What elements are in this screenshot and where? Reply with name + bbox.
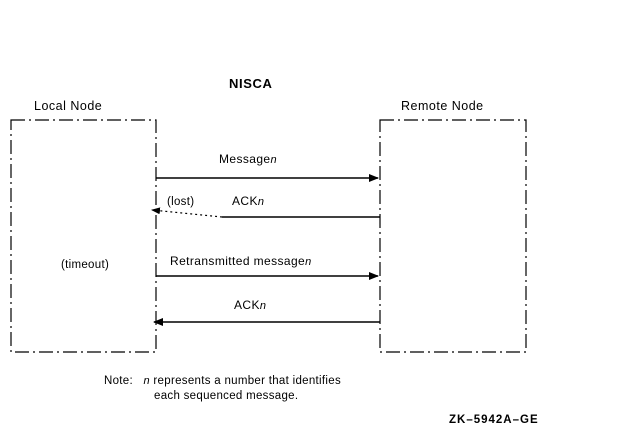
- note-text-1: represents a number that identifies: [153, 375, 341, 387]
- lost-label: (lost): [167, 196, 195, 208]
- message-3-text: Retransmitted message: [170, 254, 306, 268]
- arrow-ack-lost-dotted: [152, 210, 222, 217]
- remote-node-box: [380, 120, 526, 352]
- timeout-label: (timeout): [61, 259, 110, 271]
- note-line-2: each sequenced message.: [154, 390, 299, 402]
- message-1-text: Message: [219, 152, 271, 166]
- figure-id: ZK–5942A–GE: [449, 414, 539, 426]
- message-3-label: [170, 254, 312, 268]
- message-1-label: [219, 152, 277, 166]
- message-4-label: [234, 298, 266, 312]
- remote-node-label: Remote Node: [401, 99, 484, 113]
- note-prefix: Note:: [104, 375, 133, 387]
- local-node-box: [11, 120, 156, 352]
- note-line-1: [104, 375, 341, 387]
- diagram-title: NISCA: [229, 76, 273, 91]
- message-4-text: ACK: [234, 298, 260, 312]
- message-2-subscript: n: [257, 196, 265, 208]
- note-italic-n: n: [143, 375, 150, 387]
- local-node-label: Local Node: [34, 99, 103, 113]
- message-3-subscript: n: [305, 256, 312, 268]
- message-2-label: [232, 194, 264, 208]
- message-4-subscript: n: [259, 300, 267, 312]
- message-1-subscript: n: [270, 154, 278, 166]
- message-2-text: ACK: [232, 194, 258, 208]
